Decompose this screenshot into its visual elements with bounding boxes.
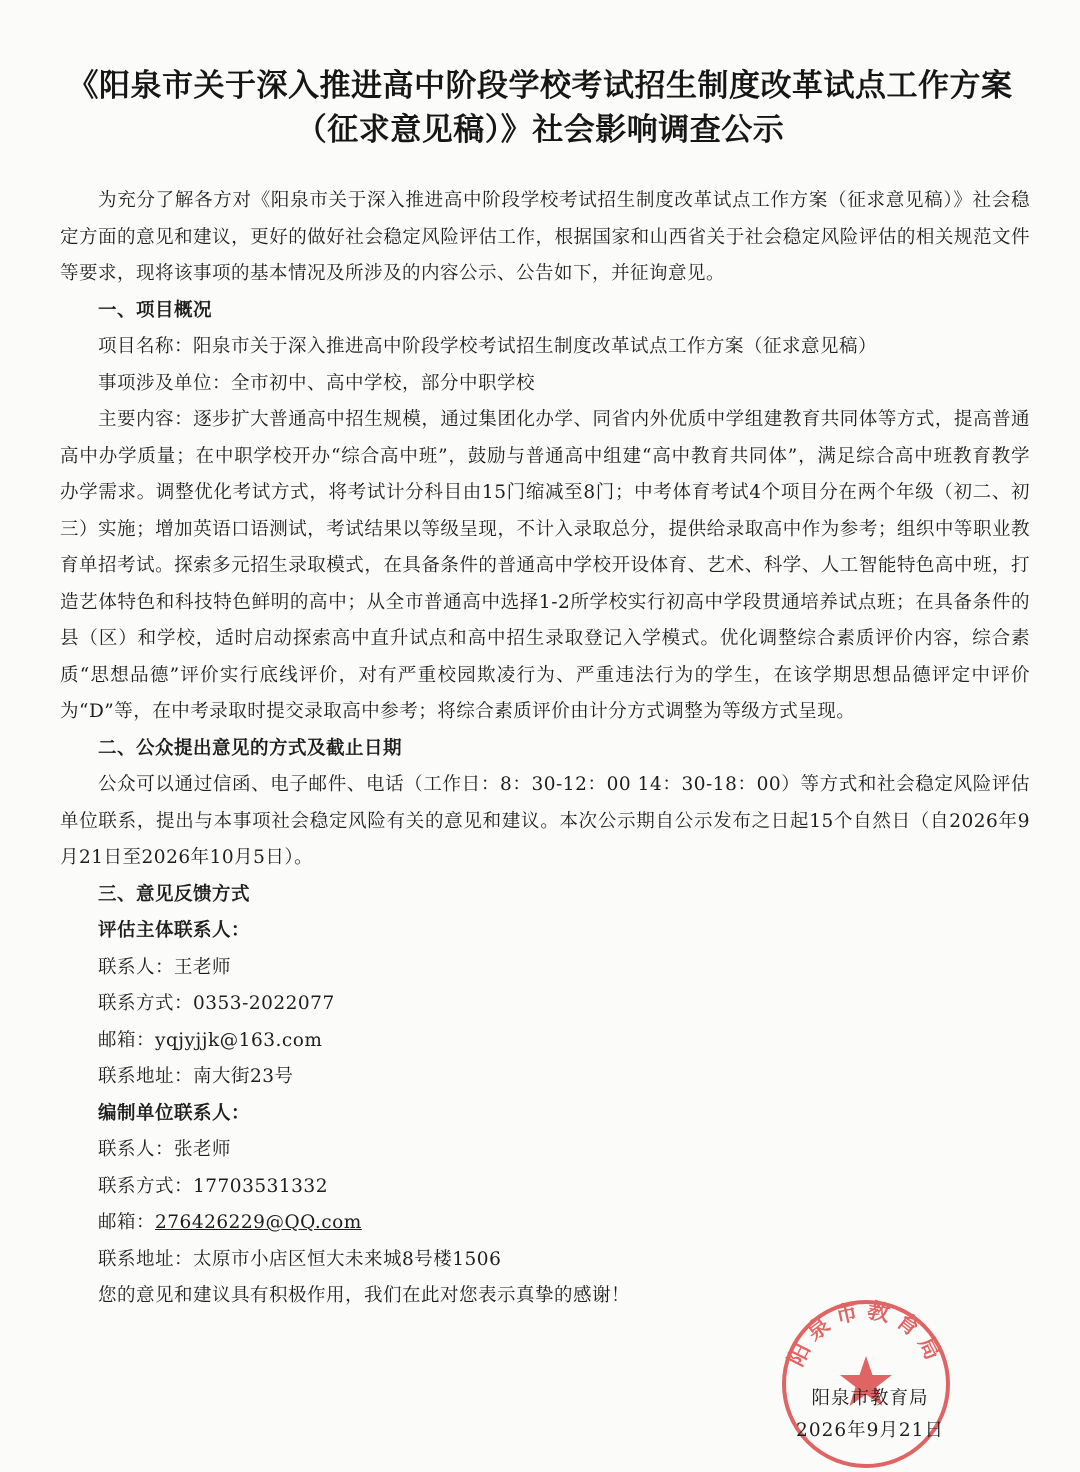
compiler-contact-person: 联系人：张老师 xyxy=(98,1139,232,1160)
section-2-text: 公众可以通过信函、电子邮件、电话（工作日：8：30-12：00 14：30-18：00）等方式和社会稳定风险评估单位联系，提出与本事项社会稳定风险有关的意见和建议。本次公示期自公示发布之日起15个自然日（自2026年9月21日至2026年10月5日）。 xyxy=(60,774,1030,868)
document-title-line-2: （征求意见稿）》社会影响调查公示 xyxy=(295,112,785,148)
document-body xyxy=(60,183,1030,1315)
intro-paragraph: 为充分了解各方对《阳泉市关于深入推进高中阶段学校考试招生制度改革试点工作方案（征求意见稿）》社会稳定方面的意见和建议，更好的做好社会稳定风险评估工作，根据国家和山西省关于社会稳定风险评估的相关规范文件等要求，现将该事项的基本情况及所涉及的内容公示、公告如下，并征询意见。 xyxy=(60,190,1030,284)
assessor-contact-heading: 评估主体联系人： xyxy=(98,920,251,941)
project-name: 项目名称：阳泉市关于深入推进高中阶段学校考试招生制度改革试点工作方案（征求意见稿） xyxy=(98,336,878,357)
section-3-heading: 三、意见反馈方式 xyxy=(98,883,251,905)
project-units: 事项涉及单位：全市初中、高中学校，部分中职学校 xyxy=(98,372,536,394)
compiler-contact-phone: 联系方式：17703531332 xyxy=(98,1175,328,1197)
document-title-line-1: 《阳泉市关于深入推进高中阶段学校考试招生制度改革试点工作方案 xyxy=(67,68,1013,104)
compiler-contact-heading: 编制单位联系人： xyxy=(98,1102,251,1124)
assessor-email: yqjyjjk@163.com xyxy=(155,1029,323,1051)
thanks-line: 您的意见和建议具有积极作用，我们在此对您表示真挚的感谢！ xyxy=(98,1285,631,1306)
assessor-email-row xyxy=(60,1023,1030,1060)
email-label: 邮箱： xyxy=(98,1212,156,1233)
assessor-address: 联系地址：南大街23号 xyxy=(98,1066,294,1087)
assessor-contact-person: 联系人：王老师 xyxy=(98,956,232,978)
compiler-email[interactable]: 276426229@QQ.com xyxy=(155,1212,362,1233)
issuer-name: 阳泉市教育局 xyxy=(811,1388,929,1409)
email-label: 邮箱： xyxy=(98,1029,156,1051)
assessor-contact-phone: 联系方式：0353-2022077 xyxy=(98,993,335,1014)
compiler-email-row xyxy=(60,1205,1030,1242)
section-2-heading: 二、公众提出意见的方式及截止日期 xyxy=(98,737,403,759)
section-1-heading: 一、项目概况 xyxy=(98,299,213,321)
seal-text: 阳泉市教育局 xyxy=(782,1297,950,1371)
compiler-address: 联系地址：太原市小店区恒大未来城8号楼1506 xyxy=(98,1248,502,1270)
issue-date: 2026年9月21日 xyxy=(796,1420,944,1441)
project-content: 主要内容：逐步扩大普通高中招生规模，通过集团化办学、同省内外优质中学组建教育共同体等方式，提高普通高中办学质量；在中职学校开办“综合高中班”，鼓励与普通高中组建“高中教育共同体”，满足综合高中班教育教学办学需求。调整优化考试方式，将考试计分科目由15门缩减至8门；中考体育考试4个项目分在两个年级（初二、初三）实施；增加英语口语测试，考试结果以等级呈现，不计入录取总分，提供给录取高中作为参考；组织中等职业教育单招考试。探索多元招生录取模式，在具备条件的普通高中学校开设体育、艺术、科学、人工智能特色高中班，打造艺体特色和科技特色鲜明的高中；从全市普通高中选择1-2所学校实行初高中学段贯通培养试点班；在具备条件的县（区）和学校，适时启动探索高中直升试点和高中招生录取登记入学模式。优化调整综合素质评价内容，综合素质“思想品德”评价实行底线评价，对有严重校园欺凌行为、严重违法行为的学生，在该学期思想品德评定中评价为“D”等，在中考录取时提交录取高中参考；将综合素质评价由计分方式调整为等级方式呈现。 xyxy=(60,409,1030,722)
